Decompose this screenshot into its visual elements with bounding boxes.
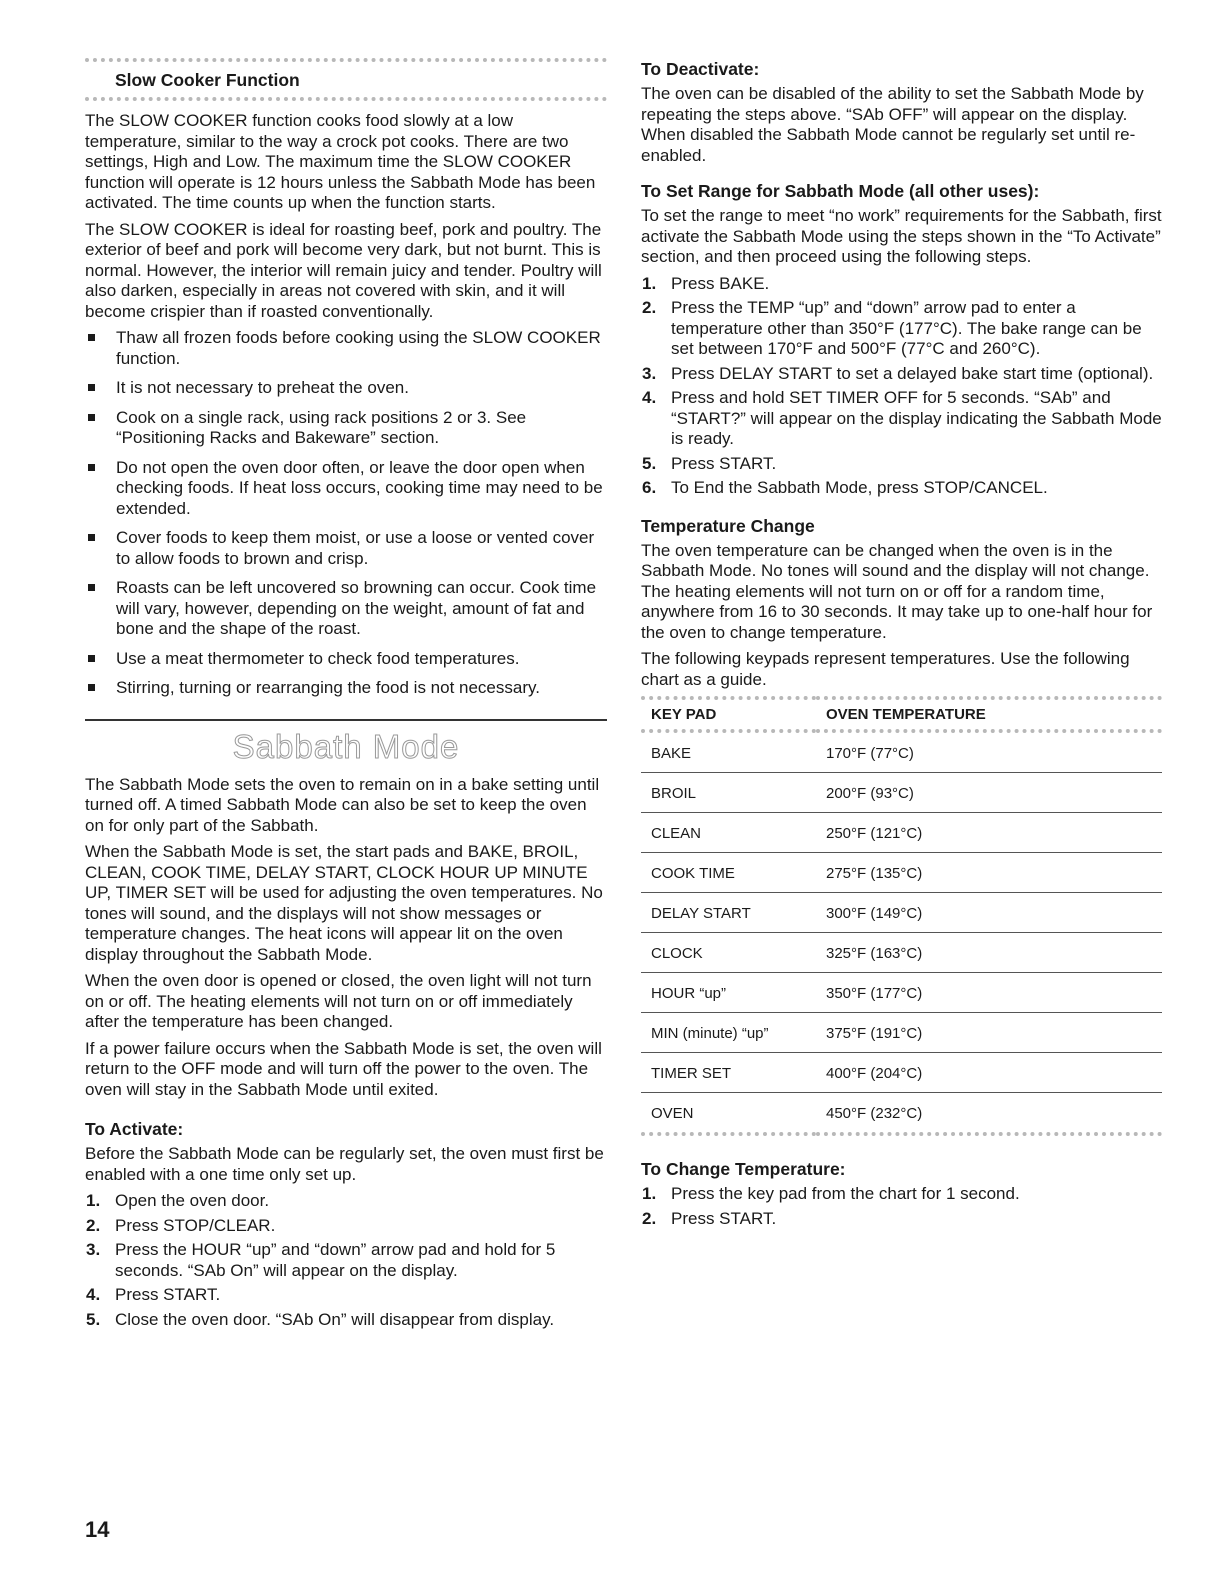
activate-heading: To Activate: — [85, 1119, 184, 1139]
list-item-text: It is not necessary to preheat the oven. — [116, 378, 409, 397]
table-cell: 275°F (135°C) — [816, 853, 1162, 893]
list-item-text: Use a meat thermometer to check food temperatures. — [116, 648, 520, 668]
table-row — [641, 1093, 1162, 1135]
slow-cooker-tips-list — [85, 328, 607, 699]
table-cell: 450°F (232°C) — [816, 1093, 1162, 1135]
table-row — [641, 813, 1162, 853]
table-cell: TIMER SET — [641, 1053, 816, 1093]
step-number: 5. — [642, 453, 657, 473]
step-text: Press the HOUR “up” and “down” arrow pad and hold for 5 seconds. “SAb On” will appear on the display. — [115, 1240, 556, 1280]
bullet-icon — [88, 384, 95, 391]
temperature-change-heading: Temperature Change — [641, 515, 815, 536]
table-cell: 300°F (149°C) — [816, 893, 1162, 933]
bullet-icon — [88, 414, 95, 421]
step-number: 6. — [642, 478, 657, 497]
column-header: KEY PAD — [641, 698, 816, 731]
bullet-icon — [88, 684, 95, 691]
bullet-icon — [88, 464, 95, 471]
slow-cooker-paragraph: The SLOW COOKER function cooks food slowly at a low temperature, similar to the way a crock pot cooks. There are two settings, High and Low. The maximum time the SLOW COOKER function will operate is 12 hours unless the Sabbath Mode has been activated. The time counts up when the function starts. — [85, 111, 596, 212]
set-range-heading: To Set Range for Sabbath Mode (all other uses): — [641, 181, 1040, 201]
set-range-intro: To set the range to meet “no work” requirements for the Sabbath, first activate the Sabbath Mode using the steps shown in the “To Activate” section, and then proceed using the following steps. — [641, 206, 1162, 266]
step-number: 4. — [86, 1285, 101, 1304]
table-cell: CLOCK — [641, 933, 816, 973]
bullet-icon — [88, 584, 95, 591]
step-text: Close the oven door. “SAb On” will disappear from display. — [115, 1309, 555, 1329]
table-cell: CLEAN — [641, 813, 816, 853]
list-item — [85, 1285, 607, 1306]
table-row — [641, 893, 1162, 933]
activate-steps — [85, 1191, 607, 1330]
set-range-steps — [641, 274, 1162, 499]
step-number: 5. — [86, 1309, 101, 1329]
table-cell: MIN (minute) “up” — [641, 1013, 816, 1053]
step-text: Press STOP/CLEAR. — [115, 1215, 276, 1235]
list-item-text: Roasts can be left uncovered so browning can occur. Cook time will vary, however, depending on the weight, amount of fat and bone and the shape of the roast. — [116, 578, 597, 638]
slow-cooker-paragraph: The SLOW COOKER is ideal for roasting beef, pork and poultry. The exterior of beef and pork will become very dark, but not burnt. This is normal. However, the interior will remain juicy and tender. Poultry will also darken, especially in areas not covered with skin, and it will become crispier than if roasted conventionally. — [85, 219, 602, 321]
table-row — [641, 933, 1162, 973]
table-cell: 250°F (121°C) — [816, 813, 1162, 853]
temperature-change-paragraph: The oven temperature can be changed when the oven is in the Sabbath Mode. No tones will sound and the display will not change. The heating elements will not turn on or off for a random time, anywhere from 16 to 30 seconds. It may take up to one-half hour for the oven to change temperature. — [641, 540, 1153, 642]
column-header: OVEN TEMPERATURE — [816, 698, 1162, 731]
deactivate-heading: To Deactivate: — [641, 59, 760, 79]
list-item-text: Cook on a single rack, using rack positions 2 or 3. See “Positioning Racks and Bakeware” section. — [116, 407, 527, 447]
activate-intro: Before the Sabbath Mode can be regularly set, the oven must first be enabled with a one time only set up. — [85, 1144, 604, 1184]
step-text: Press DELAY START to set a delayed bake start time (optional). — [671, 363, 1154, 383]
change-temperature-steps — [641, 1184, 1162, 1229]
list-item — [641, 274, 1162, 295]
keypad-temperature-table — [641, 696, 1162, 1136]
step-number: 1. — [642, 1184, 657, 1203]
list-item — [85, 328, 607, 369]
table-row — [641, 1013, 1162, 1053]
list-item — [85, 1240, 607, 1281]
table-cell: DELAY START — [641, 893, 816, 933]
sabbath-paragraph: When the Sabbath Mode is set, the start pads and BAKE, BROIL, CLEAN, COOK TIME, DELAY START, CLOCK HOUR UP MINUTE UP, TIMER SET will be used for adjusting the oven temperatures. No tones will sound, and the displays will not show messages or temperature changes. The heat icons will appear lit on the oven display throughout the Sabbath Mode. — [85, 842, 603, 964]
list-item-text: Cover foods to keep them moist, or use a loose or vented cover to allow foods to brown and crisp. — [116, 528, 595, 568]
step-number: 2. — [86, 1215, 101, 1235]
step-number: 4. — [642, 388, 657, 407]
list-item — [85, 1310, 607, 1331]
table-cell: 170°F (77°C) — [816, 731, 1162, 773]
list-item — [641, 1184, 1162, 1205]
table-cell: 200°F (93°C) — [816, 773, 1162, 813]
deactivate-text: The oven can be disabled of the ability to set the Sabbath Mode by repeating the steps above. “SAb OFF” will appear on the display. When disabled the Sabbath Mode cannot be regularly set until re-enabled. — [641, 84, 1144, 165]
step-number: 2. — [642, 298, 657, 317]
left-column — [85, 58, 607, 1334]
list-item-text: Thaw all frozen foods before cooking using the SLOW COOKER function. — [116, 328, 601, 368]
list-item — [85, 678, 607, 699]
list-item — [85, 1191, 607, 1212]
step-text: Press START. — [115, 1285, 221, 1304]
list-item — [85, 378, 607, 399]
list-item — [641, 1209, 1162, 1230]
temperature-change-paragraph: The following keypads represent temperatures. Use the following chart as a guide. — [641, 649, 1130, 689]
step-text: Press and hold SET TIMER OFF for 5 seconds. “SAb” and “START?” will appear on the display indicating the Sabbath Mode is ready. — [671, 388, 1162, 448]
bullet-icon — [88, 655, 95, 662]
list-item — [641, 298, 1162, 360]
sabbath-paragraph: The Sabbath Mode sets the oven to remain on in a bake setting until turned off. A timed Sabbath Mode can also be set to keep the oven on for only part of the Sabbath. — [85, 774, 600, 835]
slow-cooker-heading: Slow Cooker Function — [85, 58, 607, 101]
step-text: Press BAKE. — [671, 273, 770, 293]
step-number: 2. — [642, 1208, 657, 1228]
table-cell: OVEN — [641, 1093, 816, 1135]
table-row — [641, 1053, 1162, 1093]
page-number: 14 — [85, 1517, 110, 1542]
step-text: Press the TEMP “up” and “down” arrow pad to enter a temperature other than 350°F (177°C). The bake range can be set between 170°F and 500°F (77°C and 260°C). — [671, 298, 1142, 358]
table-row — [641, 973, 1162, 1013]
list-item — [85, 528, 607, 569]
list-item — [85, 578, 607, 640]
list-item-text: Do not open the oven door often, or leave the door open when checking foods. If heat loss occurs, cooking time may need to be extended. — [116, 457, 603, 518]
change-temperature-heading: To Change Temperature: — [641, 1159, 846, 1179]
step-number: 3. — [86, 1240, 101, 1259]
step-number: 3. — [642, 363, 657, 383]
bullet-icon — [88, 334, 95, 341]
table-cell: BROIL — [641, 773, 816, 813]
table-cell: 350°F (177°C) — [816, 973, 1162, 1013]
section-divider — [85, 719, 607, 721]
table-header-row — [641, 698, 1162, 731]
list-item — [641, 478, 1162, 499]
table-cell: BAKE — [641, 731, 816, 773]
list-item — [641, 454, 1162, 475]
right-column — [641, 58, 1162, 1233]
list-item — [85, 1216, 607, 1237]
list-item — [641, 364, 1162, 385]
sabbath-mode-title: Sabbath Mode — [232, 727, 460, 765]
table-cell: 325°F (163°C) — [816, 933, 1162, 973]
sabbath-paragraph: When the oven door is opened or closed, the oven light will not turn on or off. The heating elements will not turn on or off immediately after the temperature has been changed. — [85, 971, 592, 1031]
table-cell: 400°F (204°C) — [816, 1053, 1162, 1093]
table-row — [641, 773, 1162, 813]
sabbath-paragraph: If a power failure occurs when the Sabbath Mode is set, the oven will return to the OFF mode and will turn off the power to the oven. The oven will stay in the Sabbath Mode until exited. — [85, 1038, 602, 1099]
list-item — [85, 408, 607, 449]
step-text: Press START. — [671, 453, 777, 473]
bullet-icon — [88, 534, 95, 541]
table-cell: 375°F (191°C) — [816, 1013, 1162, 1053]
table-row — [641, 853, 1162, 893]
table-cell: HOUR “up” — [641, 973, 816, 1013]
list-item — [85, 458, 607, 520]
list-item-text: Stirring, turning or rearranging the food is not necessary. — [116, 678, 540, 697]
step-text: Press the key pad from the chart for 1 second. — [671, 1184, 1020, 1203]
table-row — [641, 731, 1162, 773]
step-text: To End the Sabbath Mode, press STOP/CANCEL. — [671, 478, 1048, 497]
step-text: Open the oven door. — [115, 1191, 270, 1210]
list-item — [85, 649, 607, 670]
table-cell: COOK TIME — [641, 853, 816, 893]
step-number: 1. — [86, 1191, 101, 1210]
step-text: Press START. — [671, 1208, 777, 1228]
list-item — [641, 388, 1162, 450]
step-number: 1. — [642, 273, 657, 293]
